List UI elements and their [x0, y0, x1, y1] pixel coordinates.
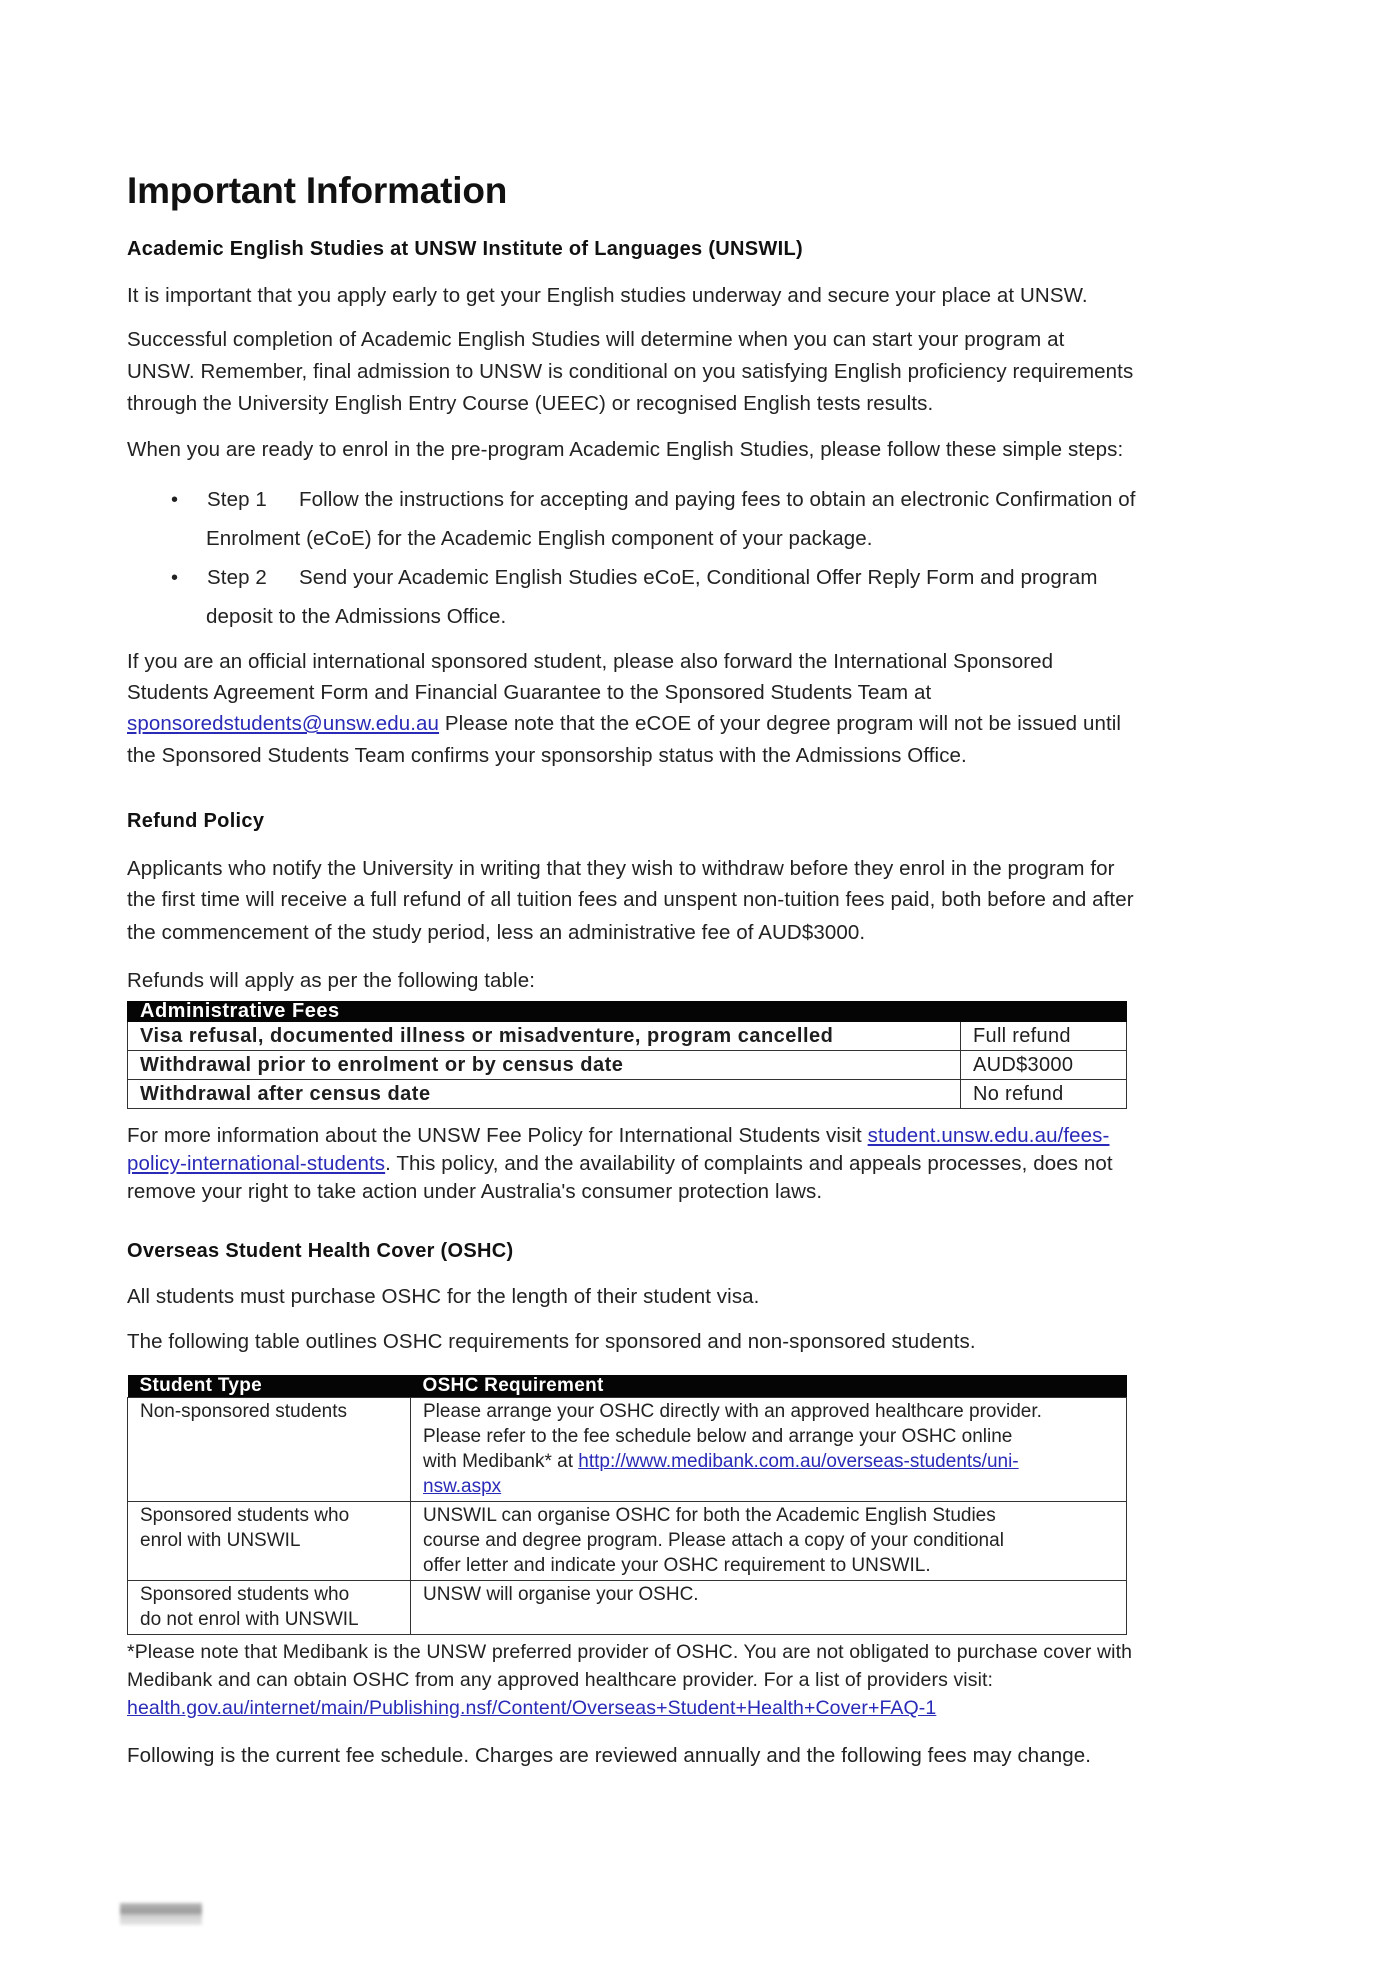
medibank-link[interactable]: http://www.medibank.com.au/overseas-students/uni- [578, 1451, 1019, 1472]
table-row [128, 1051, 1127, 1080]
student-type-cell [128, 1502, 411, 1581]
paragraph-oshc-purchase: All students must purchase OSHC for the length of their student visa. [127, 1285, 760, 1308]
refund-amount: No refund [961, 1080, 1127, 1109]
table-row [128, 1398, 1127, 1502]
table-row [128, 1502, 1127, 1581]
administrative-fees-table [127, 1001, 1127, 1109]
step-1-text-line-1: Follow the instructions for accepting and paying fees to obtain an electronic Confirmation of [299, 488, 1136, 511]
requirement-text: Please refer to the fee schedule below and arrange your OSHC online [423, 1426, 1013, 1447]
requirement-text: course and degree program. Please attach a copy of your conditional [423, 1530, 1004, 1551]
requirement-text: UNSWIL can organise OSHC for both the Academic English Studies [423, 1505, 996, 1526]
paragraph-completion-line-3: through the University English Entry Course (UEEC) or recognised English tests results. [127, 392, 934, 415]
student-type-cell [128, 1581, 411, 1635]
section-heading-unswil: Academic English Studies at UNSW Institute of Languages (UNSWIL) [127, 238, 803, 260]
oshc-requirement-cell [411, 1398, 1127, 1502]
step-1-text-line-2: Enrolment (eCoE) for the Academic English component of your package. [206, 527, 873, 550]
paragraph-sponsored-line-2: Students Agreement Form and Financial Guarantee to the Sponsored Students Team at [127, 681, 932, 704]
sponsored-note-text: Please note that the eCOE of your degree program will not be issued until [439, 712, 1122, 735]
student-type-text: Non-sponsored students [140, 1401, 348, 1422]
paragraph-sponsored-line-3 [127, 708, 1121, 740]
medibank-link-continued[interactable]: nsw.aspx [423, 1476, 502, 1497]
table-row [128, 1022, 1127, 1051]
page-number-blurred [120, 1903, 202, 1925]
paragraph-completion-line-2: UNSW. Remember, final admission to UNSW is conditional on you satisfying English proficiency requirements [127, 360, 1134, 383]
paragraph-sponsored-line-4: the Sponsored Students Team confirms your sponsorship status with the Admissions Office. [127, 744, 967, 767]
oshc-requirements-table [127, 1375, 1127, 1635]
paragraph-oshc-table-intro: The following table outlines OSHC requirements for sponsored and non-sponsored students. [127, 1330, 976, 1353]
paragraph-medibank-note-line-2: Medibank and can obtain OSHC from any approved healthcare provider. For a list of providers visit: [127, 1669, 994, 1691]
health-gov-link[interactable]: health.gov.au/internet/main/Publishing.nsf/Content/Overseas+Student+Health+Cover+FAQ-1 [127, 1697, 937, 1719]
refund-amount: Full refund [961, 1022, 1127, 1051]
student-type-text: do not enrol with UNSWIL [140, 1609, 359, 1630]
table-header: Administrative Fees [128, 1002, 1127, 1022]
requirement-text: offer letter and indicate your OSHC requirement to UNSWIL. [423, 1555, 931, 1576]
paragraph-completion-line-1: Successful completion of Academic English Studies will determine when you can start your program at [127, 328, 1065, 351]
column-header-student-type: Student Type [128, 1375, 411, 1398]
student-type-text: Sponsored students who [140, 1505, 350, 1526]
column-header-oshc-requirement: OSHC Requirement [411, 1375, 1127, 1398]
paragraph-steps-intro: When you are ready to enrol in the pre-program Academic English Studies, please follow these simple steps: [127, 438, 1124, 461]
paragraph-medibank-note-line-1: *Please note that Medibank is the UNSW preferred provider of OSHC. You are not obligated to purchase cover with [127, 1641, 1133, 1663]
paragraph-fee-policy-line-1 [127, 1122, 1109, 1150]
paragraph-refund-line-2: the first time will receive a full refund of all tuition fees and unspent non-tuition fees paid, both before and after [127, 888, 1134, 911]
paragraph-fee-schedule: Following is the current fee schedule. Charges are reviewed annually and the following fees may change. [127, 1744, 1092, 1767]
bullet-icon: • [171, 489, 179, 511]
fee-policy-link[interactable]: student.unsw.edu.au/fees- [867, 1124, 1110, 1147]
table-row [128, 1080, 1127, 1109]
paragraph-apply-early: It is important that you apply early to get your English studies underway and secure your place at UNSW. [127, 284, 1088, 307]
fee-policy-text: . This policy, and the availability of complaints and appeals processes, does not [385, 1152, 1113, 1175]
requirement-text: with Medibank* at http://www.medibank.com.au/overseas-students/uni- [423, 1451, 1019, 1472]
requirement-text: UNSW will organise your OSHC. [423, 1584, 699, 1605]
refund-condition: Withdrawal prior to enrolment or by census date [128, 1051, 961, 1080]
section-heading-refund-policy: Refund Policy [127, 810, 265, 832]
paragraph-refund-line-1: Applicants who notify the University in writing that they wish to withdraw before they enrol in the program for [127, 857, 1115, 880]
requirement-text: Please arrange your OSHC directly with an approved healthcare provider. [423, 1401, 1042, 1422]
bullet-icon: • [171, 567, 179, 589]
paragraph-refund-table-intro: Refunds will apply as per the following table: [127, 969, 535, 992]
paragraph-refund-line-3: the commencement of the study period, less an administrative fee of AUD$3000. [127, 921, 866, 944]
fee-policy-text: For more information about the UNSW Fee Policy for International Students visit [127, 1124, 868, 1147]
sponsored-email-link[interactable]: sponsoredstudents@unsw.edu.au [127, 712, 440, 735]
student-type-text: enrol with UNSWIL [140, 1530, 301, 1551]
refund-amount: AUD$3000 [961, 1051, 1127, 1080]
step-1-label: Step 1 [207, 488, 267, 511]
paragraph-sponsored-line-1: If you are an official international sponsored student, please also forward the International Sponsored [127, 650, 1054, 673]
student-type-text: Sponsored students who [140, 1584, 350, 1605]
table-row [128, 1581, 1127, 1635]
oshc-requirement-cell [411, 1581, 1127, 1635]
fee-policy-link-continued[interactable]: policy-international-students [127, 1152, 386, 1175]
paragraph-fee-policy-line-3: remove your right to take action under Australia's consumer protection laws. [127, 1180, 823, 1203]
oshc-requirement-cell [411, 1502, 1127, 1581]
refund-condition: Visa refusal, documented illness or misadventure, program cancelled [128, 1022, 961, 1051]
student-type-cell [128, 1398, 411, 1502]
step-2-text-line-1: Send your Academic English Studies eCoE, Conditional Offer Reply Form and program [299, 566, 1098, 589]
refund-condition: Withdrawal after census date [128, 1080, 961, 1109]
section-heading-oshc: Overseas Student Health Cover (OSHC) [127, 1240, 514, 1262]
paragraph-fee-policy-line-2 [127, 1150, 1113, 1178]
step-2-text-line-2: deposit to the Admissions Office. [206, 605, 507, 628]
step-2-label: Step 2 [207, 566, 267, 589]
page-title: Important Information [127, 170, 508, 211]
paragraph-medibank-note-line-3 [127, 1694, 936, 1722]
